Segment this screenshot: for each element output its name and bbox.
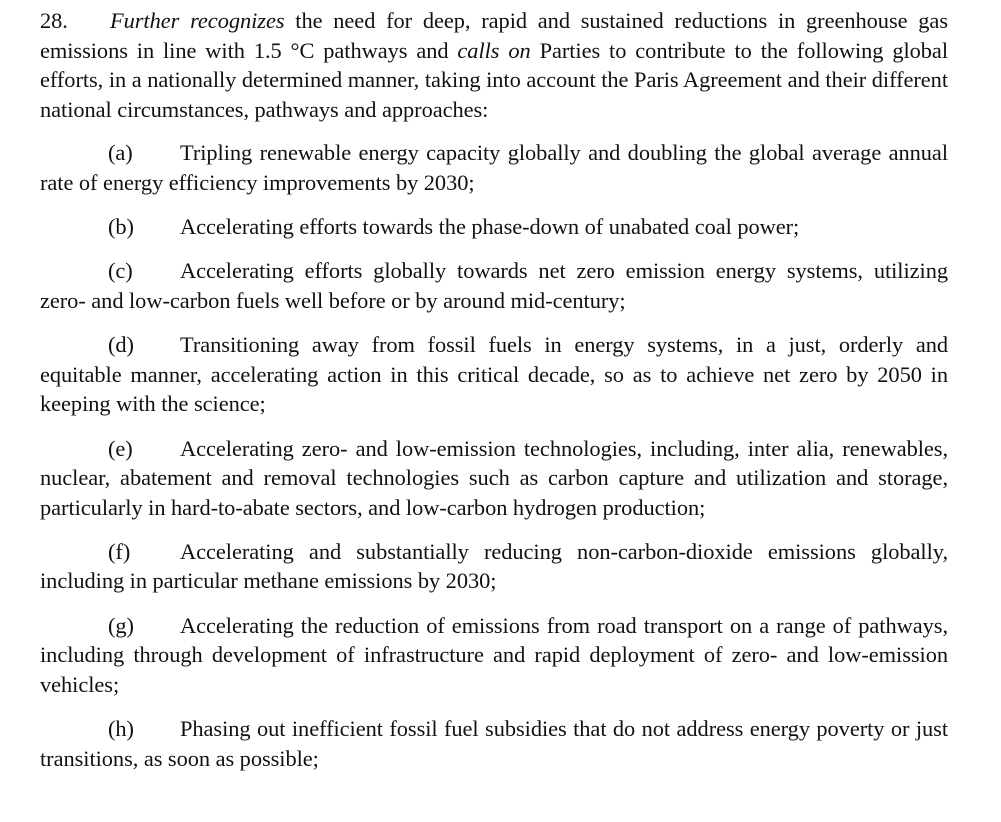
- item-text: Tripling renewable energy capacity globally and doubling the global average annual rate of energy efficiency improvements by 2030;: [40, 140, 948, 195]
- item-text: Accelerating and substantially reducing non-carbon-dioxide emissions globally, including in particular methane emissions by 2030;: [40, 538, 948, 594]
- paragraph-number: 28.: [40, 8, 68, 33]
- list-item-e: [40, 434, 948, 523]
- list-item-g: [40, 611, 948, 700]
- paragraph-text-part: Parties to contribute to the following global efforts, in a nationally determined manner, taking into account the Paris Agreement and their different national circumstances, pathways and approaches:: [40, 37, 948, 122]
- list-item-b: [40, 212, 948, 242]
- item-text: Accelerating efforts towards the phase-down of unabated coal power;: [180, 214, 800, 240]
- item-label: (g): [108, 612, 134, 638]
- list-item-d: [40, 330, 948, 419]
- paragraph-28: [40, 6, 948, 124]
- list-item-a: [40, 138, 948, 197]
- item-label: (d): [108, 332, 134, 358]
- list-item-f: [40, 537, 948, 596]
- paragraph-text-part: the need for deep, rapid and sustained reductions in greenhouse gas emissions in line with 1.5 °C pathways and: [40, 8, 948, 63]
- item-text: Phasing out inefficient fossil fuel subsidies that do not address energy poverty or just transitions, as soon as possible;: [40, 716, 948, 771]
- item-text: Accelerating efforts globally towards net zero emission energy systems, utilizing zero- and low-carbon fuels well before or by around mid-century;: [40, 258, 948, 313]
- item-label: (a): [108, 140, 133, 166]
- item-label: (h): [108, 716, 134, 742]
- item-text: Transitioning away from fossil fuels in energy systems, in a just, orderly and equitable manner, accelerating action in this critical decade, so as to achieve net zero by 2050 in keeping with the science;: [40, 332, 948, 417]
- item-label: (c): [108, 258, 133, 284]
- list-item-c: [40, 256, 948, 315]
- item-label: (e): [108, 435, 133, 461]
- item-text: Accelerating zero- and low-emission technologies, including, inter alia, renewables, nuclear, abatement and removal technologies such as carbon capture and utilization and storage, particularly in hard-to-abate sectors, and low-carbon hydrogen production;: [40, 435, 948, 520]
- document-page: [40, 6, 948, 788]
- item-label: (f): [108, 538, 131, 564]
- list-item-h: [40, 714, 948, 773]
- paragraph-lead-italic: Further recognizes: [110, 8, 285, 33]
- item-text: Accelerating the reduction of emissions from road transport on a range of pathways, including through development of infrastructure and rapid deployment of zero- and low-emission vehicles;: [40, 612, 948, 697]
- item-label: (b): [108, 214, 134, 240]
- paragraph-italic-phrase: calls on: [457, 37, 531, 63]
